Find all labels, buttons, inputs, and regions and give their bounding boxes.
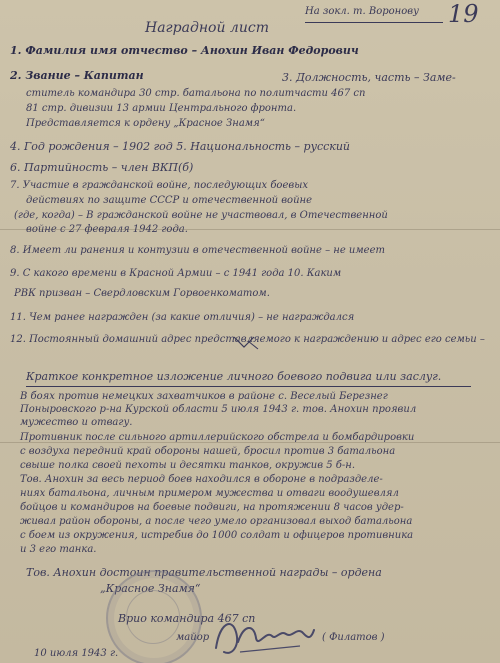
narrative-line: с воздуха передний край обороны нашей, бросил против 3 батальона bbox=[20, 446, 396, 457]
field-home-address: 12. Постоянный домашний адрес представляемого к награждению и адрес его семьи – bbox=[10, 334, 485, 345]
narrative-line: с боем из окружения, истребив до 1000 солдат и офицеров противника bbox=[20, 530, 414, 541]
handwritten-signature bbox=[210, 612, 320, 660]
field-full-name: 1. Фамилия имя отчество – Анохин Иван Федорович bbox=[10, 44, 359, 57]
signing-date: 10 июля 1943 г. bbox=[34, 648, 119, 659]
field-war-participation-where: (где, когда) – В гражданской войне не участвовал, в Отечественной bbox=[14, 210, 388, 221]
field-recommended-for: Представляется к ордену „Красное Знамя“ bbox=[26, 118, 265, 129]
page-title: Наградной лист bbox=[145, 20, 269, 36]
field-wounds: 8. Имеет ли ранения и контузии в отечественной войне – не имеет bbox=[10, 245, 385, 256]
narrative-line: В боях против немецких захватчиков в районе с. Веселый Березнег bbox=[20, 391, 388, 402]
signatory-rank: майор bbox=[176, 632, 210, 643]
field-position-cont: ститель командира 30 стр. батальона по политчасти 467 сп bbox=[26, 88, 366, 99]
narrative-line: бойцов и командиров на боевые подвиги, на протяжении 8 часов удер- bbox=[20, 502, 404, 513]
section-heading-underline bbox=[26, 386, 471, 387]
field-party: 6. Партийность – член ВКП(б) bbox=[10, 161, 194, 174]
corner-note-underline bbox=[305, 22, 443, 23]
signatory-title: Врио командира 467 сп bbox=[118, 612, 256, 625]
field-previous-awards: 11. Чем ранее награжден (за какие отличия) – не награждался bbox=[10, 312, 355, 323]
page-number: 19 bbox=[448, 0, 479, 28]
narrative-line: свыше полка своей пехоты и десятки танков, окружив 5 б-н. bbox=[20, 460, 356, 471]
field-war-participation-cont: действиях по защите СССР и отечественной войне bbox=[26, 195, 313, 206]
section-heading: Краткое конкретное изложение личного боевого подвига или заслуг. bbox=[26, 370, 442, 383]
corner-note: На зокл. т. Воронову bbox=[305, 6, 419, 17]
narrative-line: Противник после сильного артиллерийского обстрела и бомбардировки bbox=[20, 432, 415, 443]
separator-mark bbox=[228, 333, 268, 351]
narrative-line: ниях батальона, личным примером мужества и отваги воодушевлял bbox=[20, 488, 399, 499]
field-war-participation: 7. Участие в гражданской войне, последующих боевых bbox=[10, 180, 308, 191]
field-rank: 2. Звание – Капитан bbox=[10, 69, 144, 82]
field-service-since: 9. С какого времени в Красной Армии – с 1941 года 10. Каким bbox=[10, 268, 342, 279]
field-division: 81 стр. дивизии 13 армии Центрального фронта. bbox=[26, 103, 297, 114]
narrative-line: мужество и отвагу. bbox=[20, 417, 133, 428]
narrative-line: Поныровского р-на Курской области 5 июля 1943 г. тов. Анохин проявил bbox=[20, 404, 417, 415]
conclusion-line: Тов. Анохин достоин правительственной награды – ордена bbox=[26, 566, 382, 579]
conclusion-award: „Красное Знамя“ bbox=[100, 582, 201, 595]
narrative-line: живал район обороны, а после чего умело организовал выход батальона bbox=[20, 516, 413, 527]
field-conscription: РВК призван – Свердловским Горвоенкоматом. bbox=[14, 288, 270, 299]
narrative-line: и 3 его танка. bbox=[20, 544, 97, 555]
field-birth-nationality: 4. Год рождения – 1902 год 5. Национальность – русский bbox=[10, 140, 351, 153]
field-war-participation-since: войне с 27 февраля 1942 года. bbox=[26, 224, 188, 235]
field-position: 3. Должность, часть – Заме- bbox=[282, 71, 456, 84]
narrative-line: Тов. Анохин за весь период боев находился в обороне в подразделе- bbox=[20, 474, 383, 485]
signatory-name: ( Филатов ) bbox=[322, 632, 385, 643]
